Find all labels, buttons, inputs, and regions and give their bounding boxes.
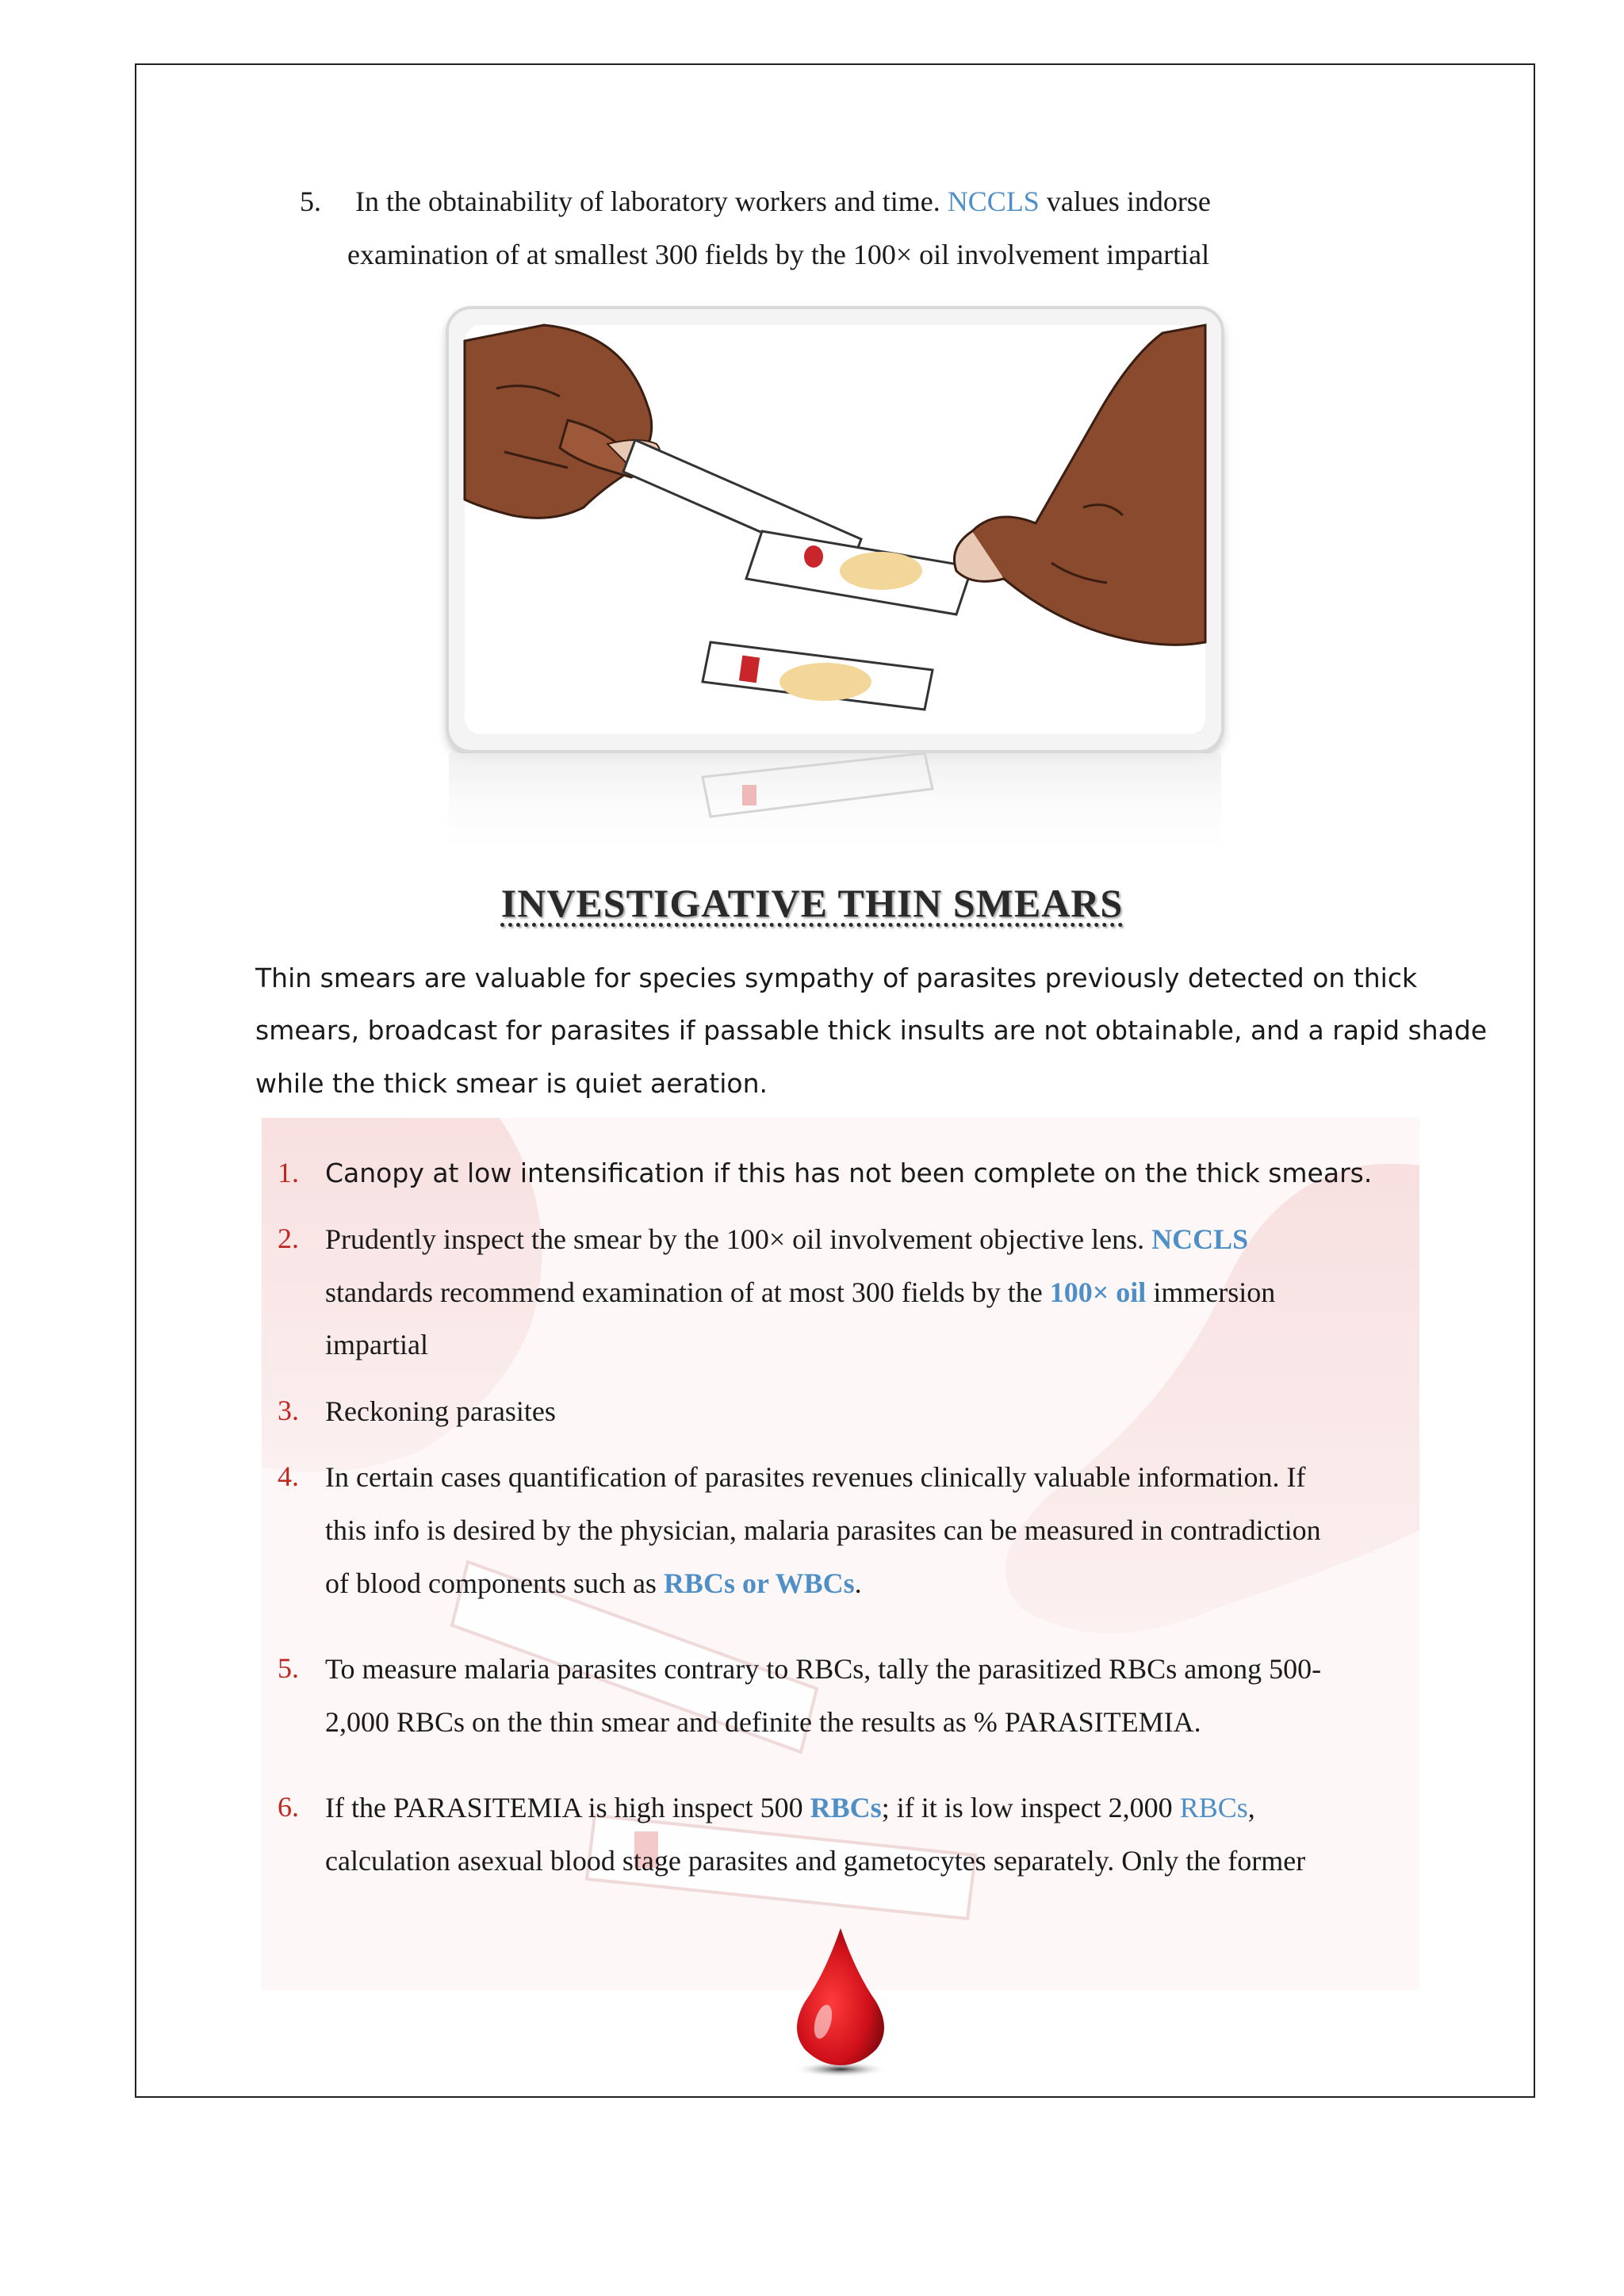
top-item-number: 5. [300, 186, 321, 217]
rbcs-link: RBCs [810, 1792, 882, 1823]
list-item-number: 1. [278, 1157, 299, 1188]
hands-slide-smear-illustration [449, 309, 1221, 750]
list-item-number: 2. [278, 1223, 299, 1254]
list-item-6-line-1: If the PARASITEMIA is high inspect 500 RBCs; if it is low inspect 2,000 RBCs, [325, 1792, 1255, 1823]
smear-illustration-frame [449, 309, 1221, 750]
list-item-2-line-2: standards recommend examination of at most 300 fields by the 100× oil immersion [325, 1276, 1276, 1308]
intro-line-1: Thin smears are valuable for species sympathy of parasites previously detected on thick [255, 962, 1418, 993]
top-item-line-1: In the obtainability of laboratory workers and time. NCCLS values indorse [355, 186, 1211, 217]
section-heading: INVESTIGATIVE THIN SMEARS [500, 881, 1124, 925]
list-item-1-line-1: Canopy at low intensification if this has not been complete on the thick smears. [325, 1158, 1373, 1188]
list-item-5-line-2: 2,000 RBCs on the thin smear and definite the results as % PARASITEMIA. [325, 1706, 1201, 1738]
list-item-6-line-2: calculation asexual blood stage parasites and gametocytes separately. Only the former [325, 1845, 1306, 1877]
list-item-number: 6. [278, 1791, 299, 1823]
intro-line-2: smears, broadcast for parasites if passable thick insults are not obtainable, and a rapid shade [255, 1015, 1488, 1046]
list-item-number: 3. [278, 1395, 299, 1426]
blood-drop-icon [761, 1919, 920, 2093]
list-item-4-line-1: In certain cases quantification of parasites revenues clinically valuable information. If [325, 1461, 1306, 1493]
list-item-2-line-1: Prudently inspect the smear by the 100× oil involvement objective lens. NCCLS [325, 1223, 1249, 1255]
list-item-number: 4. [278, 1460, 299, 1492]
list-item-4-line-3: of blood components such as RBCs or WBCs. [325, 1567, 862, 1599]
nccls-link: NCCLS [1151, 1223, 1249, 1255]
list-item-2-line-3: impartial [325, 1329, 428, 1360]
intro-line-3: while the thick smear is quiet aeration. [255, 1068, 768, 1099]
rbcs-link: RBCs [1179, 1792, 1248, 1823]
illustration-reflection [449, 753, 1221, 864]
list-item-3-line-1: Reckoning parasites [325, 1395, 556, 1427]
rbcs-wbcs-link: RBCs or WBCs [663, 1567, 855, 1599]
top-item-line-2: examination of at smallest 300 fields by the 100× oil involvement impartial [347, 239, 1210, 270]
nccls-link: NCCLS [947, 186, 1040, 217]
list-item-4-line-2: this info is desired by the physician, malaria parasites can be measured in contradiction [325, 1514, 1321, 1546]
oil-immersion-link: 100× oil [1049, 1276, 1147, 1308]
list-item-number: 5. [278, 1652, 299, 1684]
list-item-5-line-1: To measure malaria parasites contrary to RBCs, tally the parasitized RBCs among 500- [325, 1653, 1322, 1685]
